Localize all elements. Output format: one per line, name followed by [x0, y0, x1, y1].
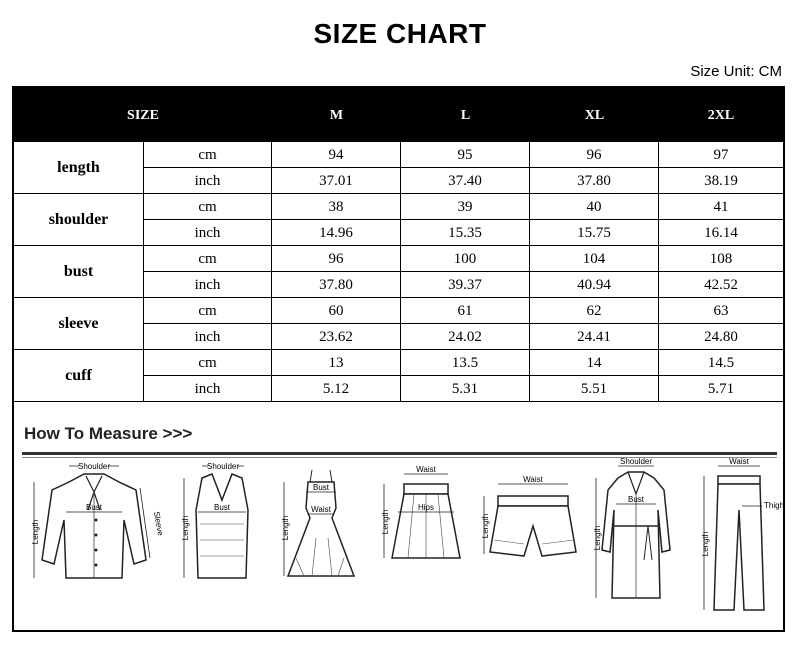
value-cell: 5.31	[401, 376, 530, 402]
skirt-illustration	[374, 465, 474, 578]
value-cell: 39.37	[401, 272, 530, 298]
size-col-2xl: 2XL	[707, 108, 735, 123]
how-to-measure-title: How To Measure >>>	[24, 424, 193, 443]
value-cell: 5.71	[659, 376, 783, 402]
measure-label-length: length	[14, 142, 144, 194]
measure-label-sleeve: sleeve	[14, 298, 144, 350]
length-label: Length	[481, 513, 490, 539]
hips-label: Hips	[417, 503, 435, 512]
length-label: Length	[31, 519, 40, 545]
length-label: Length	[381, 509, 390, 535]
value-cell: 38.19	[659, 168, 783, 194]
shoulder-label: Shoulder	[619, 457, 653, 466]
shoulder-label: Shoulder	[206, 462, 240, 471]
value-cell: 97	[659, 142, 783, 168]
value-cell: 38	[272, 194, 401, 220]
size-col-xl: XL	[584, 108, 605, 123]
value-cell: 16.14	[659, 220, 783, 246]
value-cell: 5.51	[530, 376, 659, 402]
value-cell: 37.80	[272, 272, 401, 298]
size-chart-frame	[12, 86, 785, 632]
bust-label: Bust	[312, 483, 330, 492]
value-cell: 24.02	[401, 324, 530, 350]
value-cell: 14.96	[272, 220, 401, 246]
dress-illustration	[276, 468, 366, 590]
value-cell: 100	[401, 246, 530, 272]
waist-label: Waist	[729, 457, 749, 466]
tank-top-illustration	[172, 460, 272, 590]
value-cell: 14	[530, 350, 659, 376]
length-label: Length	[281, 515, 290, 541]
value-cell: 60	[272, 298, 401, 324]
value-cell: 96	[272, 246, 401, 272]
value-cell: 37.40	[401, 168, 530, 194]
value-cell: 39	[401, 194, 530, 220]
unit-cell: inch	[144, 220, 272, 246]
divider	[22, 452, 777, 455]
value-cell: 15.35	[401, 220, 530, 246]
value-cell: 63	[659, 298, 783, 324]
unit-cell: inch	[144, 376, 272, 402]
value-cell: 108	[659, 246, 783, 272]
value-cell: 62	[530, 298, 659, 324]
bust-label: Bust	[213, 503, 231, 512]
measure-label-bust: bust	[14, 246, 144, 298]
blouse-illustration	[24, 460, 164, 590]
unit-cell: cm	[144, 350, 272, 376]
value-cell: 5.12	[272, 376, 401, 402]
value-cell: 94	[272, 142, 401, 168]
divider	[22, 457, 777, 458]
value-cell: 24.41	[530, 324, 659, 350]
value-cell: 61	[401, 298, 530, 324]
bust-label: Bust	[627, 495, 645, 504]
value-cell: 104	[530, 246, 659, 272]
length-label: Length	[701, 531, 710, 557]
size-col-m: M	[329, 108, 344, 123]
size-header: SIZE	[127, 108, 159, 123]
value-cell: 23.62	[272, 324, 401, 350]
value-cell: 13	[272, 350, 401, 376]
unit-cell: cm	[144, 298, 272, 324]
thigh-label: Thigh	[764, 501, 785, 510]
pants-illustration	[690, 457, 785, 620]
value-cell: 24.80	[659, 324, 783, 350]
unit-cell: inch	[144, 324, 272, 350]
unit-cell: cm	[144, 194, 272, 220]
value-cell: 95	[401, 142, 530, 168]
waist-label: Waist	[523, 475, 543, 484]
value-cell: 40.94	[530, 272, 659, 298]
page-title: SIZE CHART	[313, 18, 487, 49]
value-cell: 37.80	[530, 168, 659, 194]
how-to-measure-section	[14, 402, 783, 630]
value-cell: 42.52	[659, 272, 783, 298]
length-label: Length	[593, 525, 602, 551]
value-cell: 37.01	[272, 168, 401, 194]
unit-cell: inch	[144, 168, 272, 194]
value-cell: 40	[530, 194, 659, 220]
length-label: Length	[181, 515, 190, 541]
sleeve-label: Sleeve	[151, 510, 166, 537]
shorts-illustration	[476, 475, 586, 568]
coat-illustration	[586, 457, 686, 610]
unit-cell: cm	[144, 142, 272, 168]
value-cell: 14.5	[659, 350, 783, 376]
size-col-l: L	[460, 108, 471, 123]
waist-label: Waist	[311, 505, 331, 514]
table-header	[14, 88, 783, 142]
value-cell: 15.75	[530, 220, 659, 246]
unit-cell: inch	[144, 272, 272, 298]
unit-cell: cm	[144, 246, 272, 272]
size-unit-label: Size Unit: CM	[690, 63, 782, 80]
value-cell: 41	[659, 194, 783, 220]
waist-label: Waist	[416, 465, 436, 474]
value-cell: 13.5	[401, 350, 530, 376]
measure-label-shoulder: shoulder	[14, 194, 144, 246]
bust-label: Bust	[85, 503, 103, 512]
value-cell: 96	[530, 142, 659, 168]
shoulder-label: Shoulder	[77, 462, 111, 471]
measure-label-cuff: cuff	[14, 350, 144, 402]
